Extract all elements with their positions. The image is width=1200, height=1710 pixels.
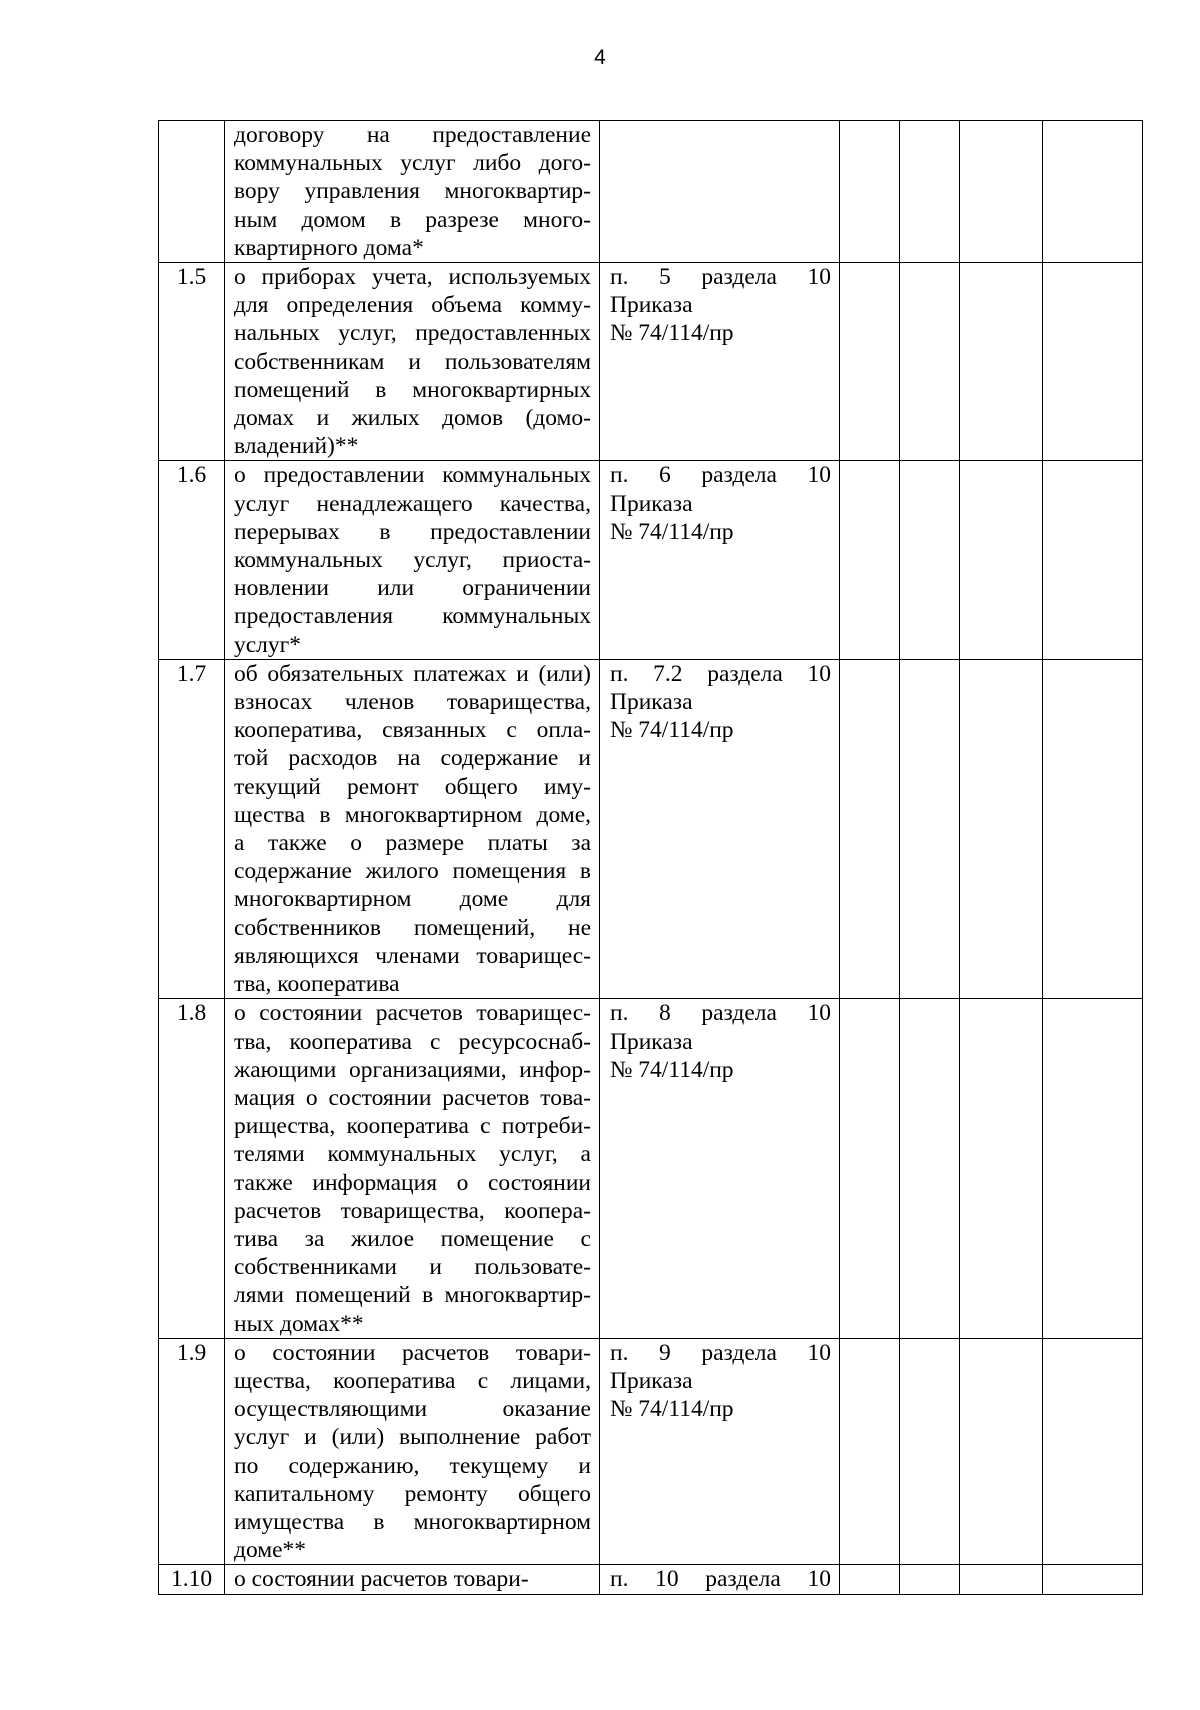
- empty-cell: [900, 263, 960, 461]
- empty-cell: [840, 1565, 900, 1595]
- text-line: лями помещений в многоквартир-: [234, 1282, 591, 1309]
- text-line: коммунальных услуг либо дого-: [234, 150, 591, 177]
- text-line: коммунальных услуг, приоста-: [234, 547, 591, 574]
- text-line: кооператива, связанных с опла-: [234, 717, 591, 744]
- reference-order-no: № 74/114/пр: [610, 518, 734, 545]
- requirement-text: [225, 461, 600, 659]
- reference-p: п.: [610, 264, 629, 291]
- empty-cell: [900, 1565, 960, 1595]
- empty-cell: [900, 999, 960, 1338]
- empty-cell: [1043, 659, 1143, 998]
- text-line: телями коммунальных услуг, а: [234, 1141, 591, 1168]
- legal-reference: [600, 659, 840, 998]
- empty-cell: [1043, 263, 1143, 461]
- reference-section: 10: [807, 462, 831, 489]
- table-row: [159, 121, 1143, 263]
- reference-order-no: № 74/114/пр: [610, 320, 734, 347]
- text-line: договору на предоставление: [234, 122, 591, 148]
- empty-cell: [840, 1338, 900, 1565]
- table-row: [159, 1338, 1143, 1565]
- empty-cell: [840, 999, 900, 1338]
- reference-section: 10: [807, 264, 831, 291]
- text-line: услуг ненадлежащего качества,: [234, 490, 591, 517]
- text-line: перерывах в предоставлении: [234, 518, 591, 545]
- text-line: о приборах учета, используемых: [234, 264, 591, 291]
- row-number: 1.6: [159, 461, 225, 659]
- reference-order-word: Приказа: [610, 1028, 693, 1055]
- reference-item: 10: [655, 1566, 679, 1593]
- empty-cell: [840, 263, 900, 461]
- empty-cell: [1043, 1565, 1143, 1595]
- text-line: многоквартирном доме для: [234, 886, 591, 913]
- empty-cell: [1043, 999, 1143, 1338]
- text-line: вору управления многоквартир-: [234, 178, 591, 205]
- empty-cell: [1043, 1338, 1143, 1565]
- text-line: о состоянии расчетов товарищес-: [234, 1000, 591, 1027]
- text-line: об обязательных платежах и (или): [234, 660, 591, 687]
- table-row: [159, 263, 1143, 461]
- row-number: 1.8: [159, 999, 225, 1338]
- empty-cell: [960, 1338, 1043, 1565]
- reference-section: 10: [807, 1566, 831, 1593]
- row-number: [159, 121, 225, 263]
- row-number: 1.10: [159, 1565, 225, 1595]
- reference-order-no: № 74/114/пр: [610, 717, 734, 744]
- requirements-table: [158, 120, 1143, 1595]
- page-number: 4: [594, 46, 606, 69]
- reference-p: п.: [610, 462, 629, 489]
- reference-item-line: [600, 999, 839, 1027]
- reference-item-line: [600, 660, 839, 688]
- reference-order-no: № 74/114/пр: [610, 1396, 734, 1423]
- text-line: также информация о состоянии: [234, 1169, 591, 1196]
- text-line: собственникам и пользователям: [234, 348, 591, 375]
- text-line: капитальному ремонту общего: [234, 1480, 591, 1507]
- table-row: [159, 461, 1143, 659]
- table-row: [159, 1565, 1143, 1595]
- empty-cell: [840, 461, 900, 659]
- text-line: о предоставлении коммунальных: [234, 462, 591, 489]
- row-number: 1.5: [159, 263, 225, 461]
- reference-item-line: [600, 1339, 839, 1367]
- requirement-text: [225, 263, 600, 461]
- legal-reference: [600, 1565, 840, 1595]
- requirement-text: [225, 659, 600, 998]
- text-line: текущий ремонт общего иму-: [234, 773, 591, 800]
- text-line: доме**: [234, 1537, 307, 1564]
- requirement-text: [225, 1565, 600, 1595]
- text-line: предоставления коммунальных: [234, 603, 591, 630]
- empty-cell: [960, 121, 1043, 263]
- text-line: тва, кооператива: [234, 971, 400, 998]
- row-number: 1.7: [159, 659, 225, 998]
- empty-cell: [1043, 461, 1143, 659]
- reference-item: 8: [659, 1000, 671, 1027]
- legal-reference: [600, 461, 840, 659]
- empty-cell: [840, 659, 900, 998]
- text-line: а также о размере платы за: [234, 830, 591, 857]
- reference-order-word: Приказа: [610, 1367, 693, 1394]
- legal-reference: [600, 263, 840, 461]
- requirement-text: [225, 999, 600, 1338]
- reference-item-line: [600, 461, 839, 489]
- reference-p: п.: [610, 1339, 629, 1366]
- empty-cell: [900, 461, 960, 659]
- empty-cell: [1043, 121, 1143, 263]
- text-line: той расходов на содержание и: [234, 745, 591, 772]
- text-line: тива за жилое помещение с: [234, 1225, 591, 1252]
- requirement-text: [225, 121, 600, 263]
- reference-p: п.: [610, 660, 629, 687]
- reference-section-word: раздела: [707, 660, 783, 687]
- reference-section-word: раздела: [701, 1000, 777, 1027]
- text-line: владений)**: [234, 433, 359, 460]
- text-line: новлении или ограничении: [234, 575, 591, 602]
- text-line: жающими организациями, инфор-: [234, 1056, 591, 1083]
- text-line: расчетов товарищества, коопера-: [234, 1197, 591, 1224]
- text-line: ных домах**: [234, 1310, 364, 1337]
- empty-cell: [900, 659, 960, 998]
- empty-cell: [840, 121, 900, 263]
- reference-section-word: раздела: [701, 462, 777, 489]
- text-line: рищества, кооператива с потреби-: [234, 1113, 591, 1140]
- reference-item: 7.2: [653, 660, 683, 687]
- empty-cell: [900, 1338, 960, 1565]
- text-line: собственниками и пользовате-: [234, 1254, 591, 1281]
- text-line: о состоянии расчетов товари-: [234, 1339, 591, 1366]
- text-line: имущества в многоквартирном: [234, 1508, 591, 1535]
- text-line: домах и жилых домов (домо-: [234, 405, 591, 432]
- reference-order-no: № 74/114/пр: [610, 1056, 734, 1083]
- legal-reference: [600, 999, 840, 1338]
- empty-cell: [960, 263, 1043, 461]
- reference-order-word: Приказа: [610, 689, 693, 716]
- reference-section-word: раздела: [701, 1339, 777, 1366]
- reference-order-word: Приказа: [610, 490, 693, 517]
- text-line: являющихся членами товарищес-: [234, 942, 591, 969]
- empty-cell: [960, 999, 1043, 1338]
- empty-cell: [960, 659, 1043, 998]
- reference-section: 10: [807, 1339, 831, 1366]
- text-line: услуг и (или) выполнение работ: [234, 1424, 591, 1451]
- legal-reference: [600, 1338, 840, 1565]
- reference-p: п.: [610, 1000, 629, 1027]
- empty-cell: [960, 461, 1043, 659]
- text-line: услуг*: [234, 631, 302, 658]
- text-line: щества в многоквартирном доме,: [234, 801, 591, 828]
- reference-item: 5: [659, 264, 671, 291]
- text-line: собственников помещений, не: [234, 914, 591, 941]
- table-body: [159, 121, 1143, 1595]
- text-line: осуществляющими оказание: [234, 1396, 591, 1423]
- table-row: [159, 659, 1143, 998]
- text-line: ным домом в разрезе много-: [234, 206, 591, 233]
- reference-order-word: Приказа: [610, 292, 693, 319]
- reference-section-word: раздела: [705, 1566, 781, 1593]
- reference-section-word: раздела: [701, 264, 777, 291]
- text-line: помещений в многоквартирных: [234, 376, 591, 403]
- text-line: взносах членов товарищества,: [234, 689, 591, 716]
- text-line: нальных услуг, предоставленных: [234, 320, 591, 347]
- reference-item: 6: [659, 462, 671, 489]
- text-line: по содержанию, текущему и: [234, 1452, 591, 1479]
- reference-item-line: [600, 1565, 839, 1593]
- row-number: 1.9: [159, 1338, 225, 1565]
- reference-section: 10: [807, 1000, 831, 1027]
- text-line: мация о состоянии расчетов това-: [234, 1084, 591, 1111]
- reference-item: 9: [659, 1339, 671, 1366]
- text-line: щества, кооператива с лицами,: [234, 1367, 591, 1394]
- empty-cell: [900, 121, 960, 263]
- text-line: содержание жилого помещения в: [234, 858, 591, 885]
- text-line: о состоянии расчетов товари-: [234, 1566, 529, 1593]
- text-line: тва, кооператива с ресурсоснаб-: [234, 1028, 591, 1055]
- text-line: для определения объема комму-: [234, 292, 591, 319]
- table-row: [159, 999, 1143, 1338]
- requirement-text: [225, 1338, 600, 1565]
- reference-item-line: [600, 263, 839, 291]
- legal-reference: [600, 121, 840, 263]
- empty-cell: [960, 1565, 1043, 1595]
- reference-section: 10: [807, 660, 831, 687]
- text-line: квартирного дома*: [234, 234, 424, 261]
- reference-p: п.: [610, 1566, 629, 1593]
